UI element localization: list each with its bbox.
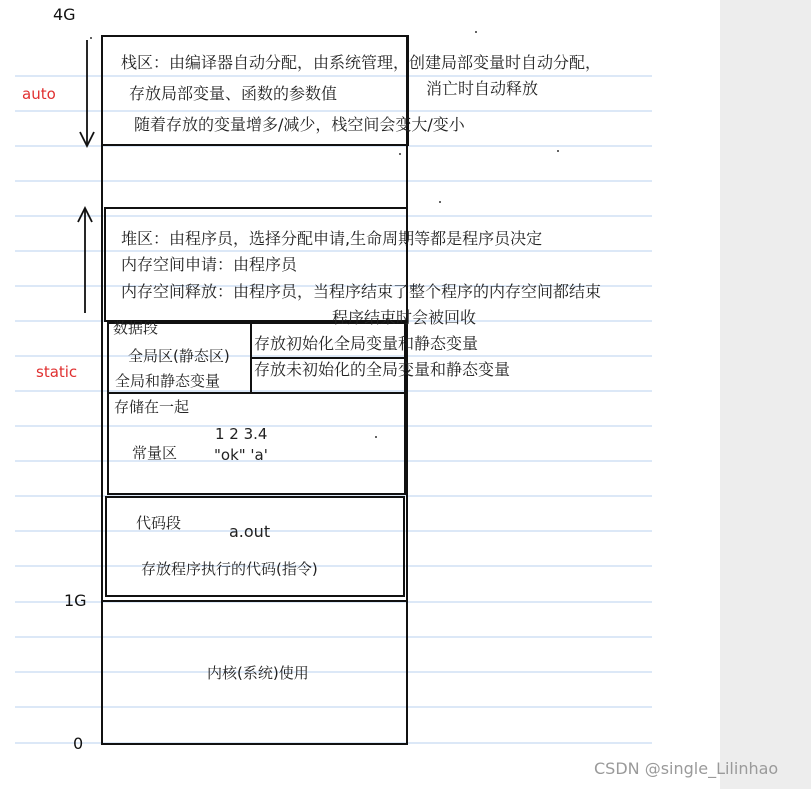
initialized-data-desc: 存放初始化全局变量和静态变量	[254, 334, 479, 353]
axis-label-4g: 4G	[53, 5, 76, 24]
right-gray-panel	[720, 0, 811, 789]
auto-label: auto	[22, 85, 56, 103]
code-segment-desc: 存放程序执行的代码(指令)	[141, 560, 318, 578]
stack-text-line2: 存放局部变量、函数的参数值	[129, 84, 338, 103]
stack-grow-down-arrow	[80, 40, 94, 146]
code-segment-title: 代码段	[136, 514, 182, 532]
heap-text-line4: 程序结束时会被回收	[332, 308, 477, 327]
axis-label-1g: 1G	[64, 591, 87, 610]
stored-together-note: 存储在一起	[114, 398, 190, 416]
csdn-watermark: CSDN @single_Lilinhao	[594, 759, 779, 778]
axis-label-0: 0	[73, 734, 84, 753]
stack-text-line2b: 消亡时自动释放	[426, 79, 539, 98]
const-values-row1: 1 2 3.4	[215, 425, 268, 443]
heap-text-line1: 堆区：由程序员，选择分配申请,生命周期等都是程序员决定	[121, 229, 543, 248]
stack-text-line3: 随着存放的变量增多/减少，栈空间会变大/变小	[134, 115, 465, 134]
code-segment-box	[106, 497, 404, 596]
heap-text-line3: 内存空间释放：由程序员，当程序结束了整个程序的内存空间都结束	[121, 282, 602, 301]
const-area-label: 常量区	[132, 444, 178, 462]
kernel-area-label: 内核(系统)使用	[207, 664, 309, 682]
heap-grow-up-arrow	[78, 208, 92, 313]
code-segment-file: a.out	[229, 522, 271, 541]
global-area-title: 全局区(静态区)	[128, 347, 230, 365]
const-values-row2: "ok" 'a'	[214, 446, 268, 464]
global-area-subtitle: 全局和静态变量	[115, 372, 221, 390]
heap-text-line2: 内存空间申请：由程序员	[121, 255, 298, 274]
uninitialized-data-desc: 存放未初始化的全局变量和静态变量	[254, 360, 511, 379]
ruled-lines	[15, 76, 652, 743]
data-segment-title: 数据段	[113, 319, 159, 337]
stack-text-line1: 栈区：由编译器自动分配，由系统管理，创建局部变量时自动分配，	[121, 53, 602, 72]
static-label: static	[36, 363, 78, 381]
